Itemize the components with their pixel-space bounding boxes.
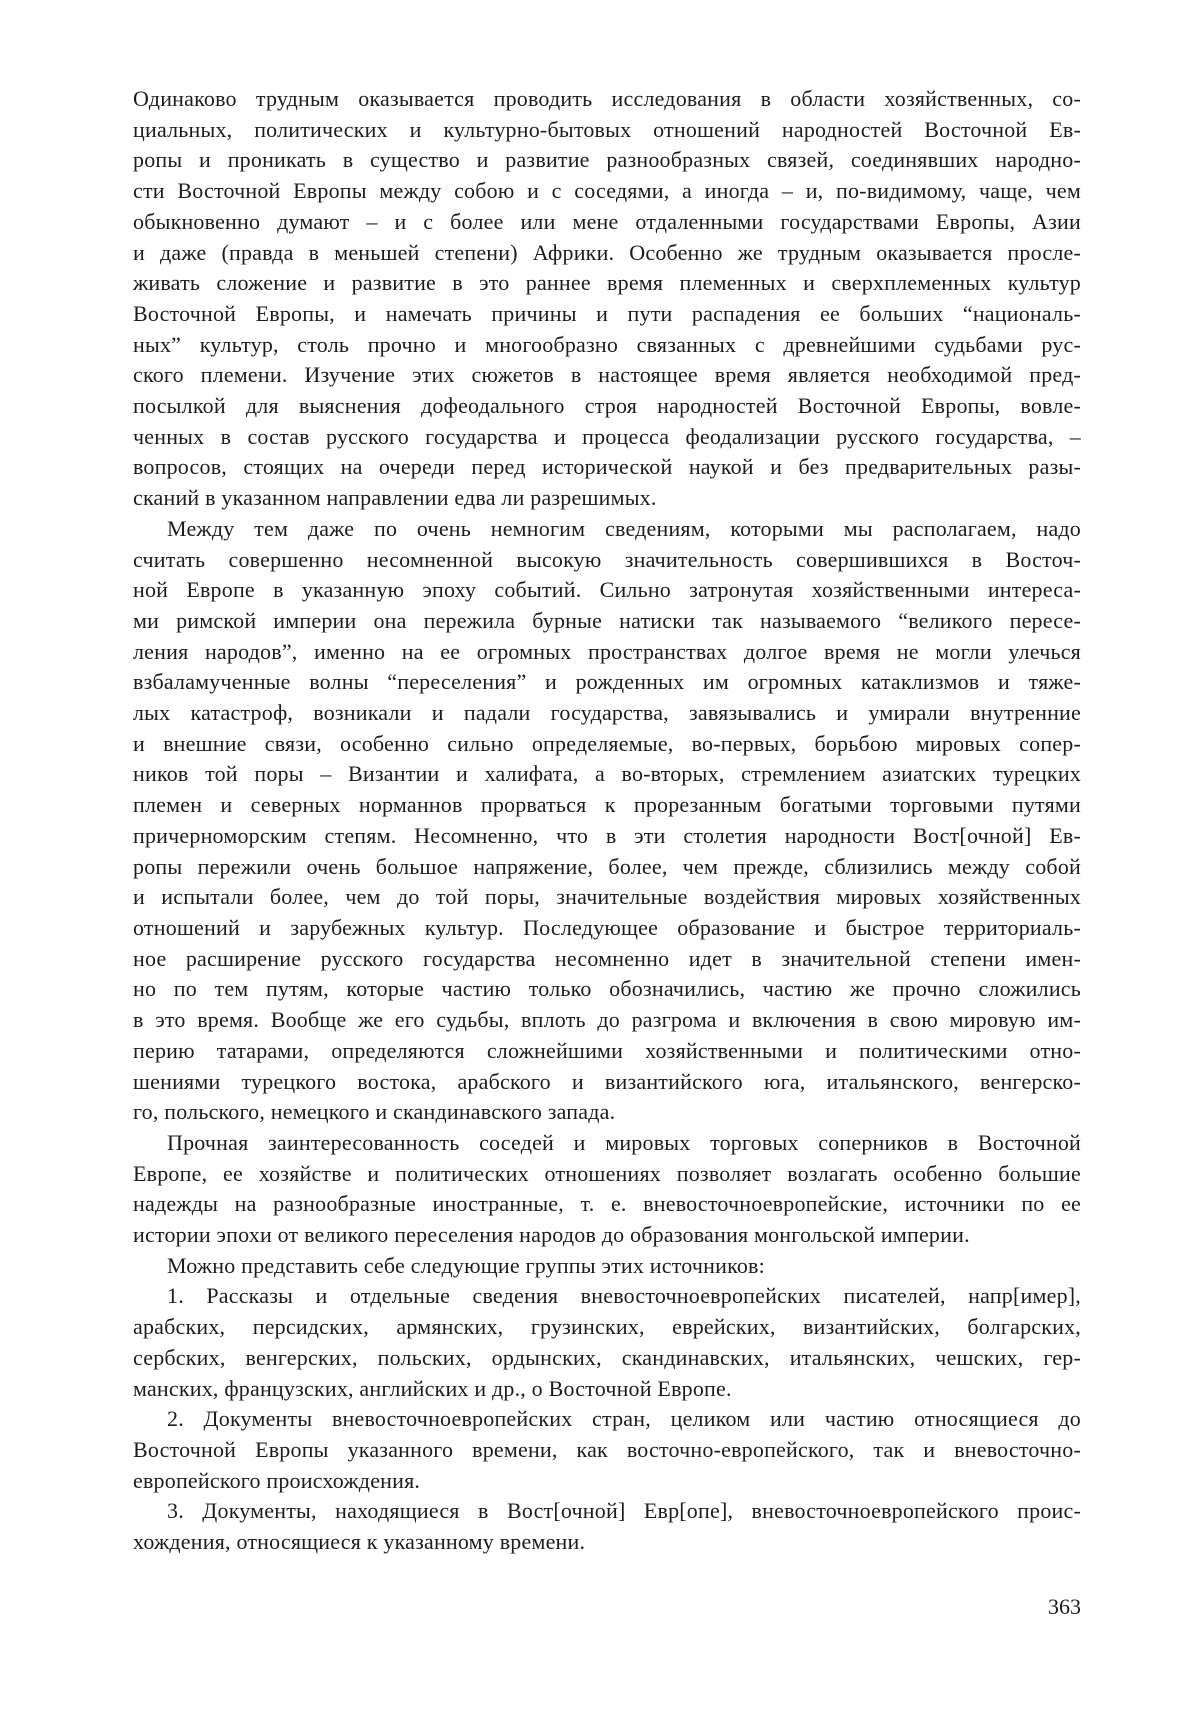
paragraph-5-list-item-1 (133, 1281, 1081, 1404)
text-line: отношений и зарубежных культур. Последующее образование и быстрое территориаль- (133, 914, 1081, 940)
paragraph-2 (133, 514, 1081, 1128)
text-line: истории эпохи от великого переселения народов до образования монгольской империи. (133, 1222, 970, 1248)
text-line: 2. Документы вневосточноевропейских стран, целиком или частию относящиеся до (167, 1406, 1081, 1432)
text-line: арабских, персидских, армянских, грузинских, еврейских, византийских, болгарских, (133, 1314, 1081, 1340)
text-line: лых катастроф, возникали и падали государства, завязывались и умирали внутренние (133, 700, 1081, 726)
text-line: и испытали более, чем до той поры, значительные воздействия мировых хозяйственных (133, 884, 1081, 910)
text-line: сканий в указанном направлении едва ли разрешимых. (133, 485, 657, 511)
text-line: сербских, венгерских, польских, ордынских, скандинавских, итальянских, чешских, гер- (133, 1344, 1081, 1370)
paragraph-1 (133, 84, 1081, 514)
text-line: го, польского, немецкого и скандинавского запада. (133, 1099, 616, 1125)
text-line: 3. Документы, находящиеся в Вост[очной] Евр[опе], вневосточноевропейского проис- (167, 1498, 1081, 1524)
text-line: Восточной Европы указанного времени, как восточно-европейского, так и вневосточно- (133, 1436, 1081, 1462)
text-line: сти Восточной Европы между собою и с соседями, а иногда – и, по-видимому, чаще, чем (133, 178, 1081, 204)
text-line: Одинаково трудным оказывается проводить исследования в области хозяйственных, со- (133, 86, 1081, 111)
text-line: Прочная заинтересованность соседей и мировых торговых соперников в Восточной (167, 1129, 1081, 1155)
text-line: хождения, относящиеся к указанному времени. (133, 1529, 586, 1555)
text-line: ского племени. Изучение этих сюжетов в настоящее время является необходимой пред- (133, 362, 1081, 388)
text-line: Между тем даже по очень немногим сведениям, которыми мы располагаем, надо (167, 515, 1081, 541)
text-line: ное расширение русского государства несомненно идет в значительной степени имен- (133, 945, 1081, 971)
text-line: считать совершенно несомненной высокую значительность совершившихся в Восточ- (133, 546, 1081, 572)
text-line: надежды на разнообразные иностранные, т. е. вневосточноевропейские, источники по ее (133, 1191, 1081, 1217)
paragraph-3 (133, 1128, 1081, 1251)
text-line: ропы и проникать в существо и развитие разнообразных связей, соединявших народно- (133, 147, 1081, 173)
text-line: ников той поры – Византии и халифата, а во-вторых, стремлением азиатских турецких (133, 761, 1081, 787)
page-number: 363 (1048, 1594, 1081, 1619)
text-line: Восточной Европы, и намечать причины и пути распадения ее больших “националь- (133, 300, 1081, 326)
text-line: и даже (правда в меньшей степени) Африки. Особенно же трудным оказывается просле- (133, 239, 1081, 265)
text-line: ченных в состав русского государства и процесса феодализации русского государства, – (133, 423, 1081, 449)
text-line: Европе, ее хозяйстве и политических отношениях позволяет возлагать особенно большие (133, 1160, 1081, 1186)
text-line: причерноморским степям. Несомненно, что в эти столетия народности Вост[очной] Ев- (133, 822, 1081, 848)
paragraph-7-list-item-3 (133, 1496, 1081, 1557)
paragraph-6-list-item-2 (133, 1404, 1081, 1496)
text-line: ления народов”, именно на ее огромных пространствах долгое время не могли улечься (133, 638, 1081, 664)
text-line: 1. Рассказы и отдельные сведения вневосточноевропейских писателей, напр[имер], (167, 1283, 1081, 1309)
text-line: в это время. Вообще же его судьбы, вплоть до разгрома и включения в свою мировую им- (133, 1007, 1081, 1033)
text-line: ми римской империи она пережила бурные натиски так называемого “великого пересе- (133, 607, 1081, 633)
text-line: перию татарами, определяются сложнейшими хозяйственными и политическими отно- (133, 1037, 1081, 1063)
text-line: шениями турецкого востока, арабского и византийского юга, итальянского, венгерско- (133, 1068, 1081, 1094)
text-line: ной Европе в указанную эпоху событий. Сильно затронутая хозяйственными интереса- (133, 577, 1081, 603)
text-line: ропы пережили очень большое напряжение, более, чем прежде, сблизились между собой (133, 853, 1081, 879)
body-text (133, 84, 1081, 1558)
paragraph-4 (133, 1251, 1081, 1282)
text-line: Можно представить себе следующие группы этих источников: (167, 1252, 765, 1278)
text-line: обыкновенно думают – и с более или мене отдаленными государствами Европы, Азии (133, 208, 1081, 234)
text-line: манских, французских, английских и др., о Восточной Европе. (133, 1375, 732, 1401)
text-line: живать сложение и развитие в это раннее время племенных и сверхплеменных культур (133, 270, 1081, 296)
text-line: взбаламученные волны “переселения” и рожденных им огромных катаклизмов и тяже- (133, 669, 1081, 695)
text-line: посылкой для выяснения дофеодального строя народностей Восточной Европы, вовле- (133, 393, 1081, 419)
text-line: европейского происхождения. (133, 1467, 421, 1493)
text-line: вопросов, стоящих на очереди перед исторической наукой и без предварительных разы- (133, 454, 1081, 480)
text-line: ных” культур, столь прочно и многообразно связанных с древнейшими судьбами рус- (133, 331, 1081, 357)
text-line: племен и северных норманнов прорваться к прорезанным богатыми торговыми путями (133, 792, 1081, 818)
text-line: и внешние связи, особенно сильно определяемые, во-первых, борьбою мировых сопер- (133, 730, 1081, 756)
text-line: циальных, политических и культурно-бытовых отношений народностей Восточной Ев- (133, 116, 1081, 142)
text-line: но по тем путям, которые частию только обозначились, частию же прочно сложились (133, 976, 1081, 1002)
